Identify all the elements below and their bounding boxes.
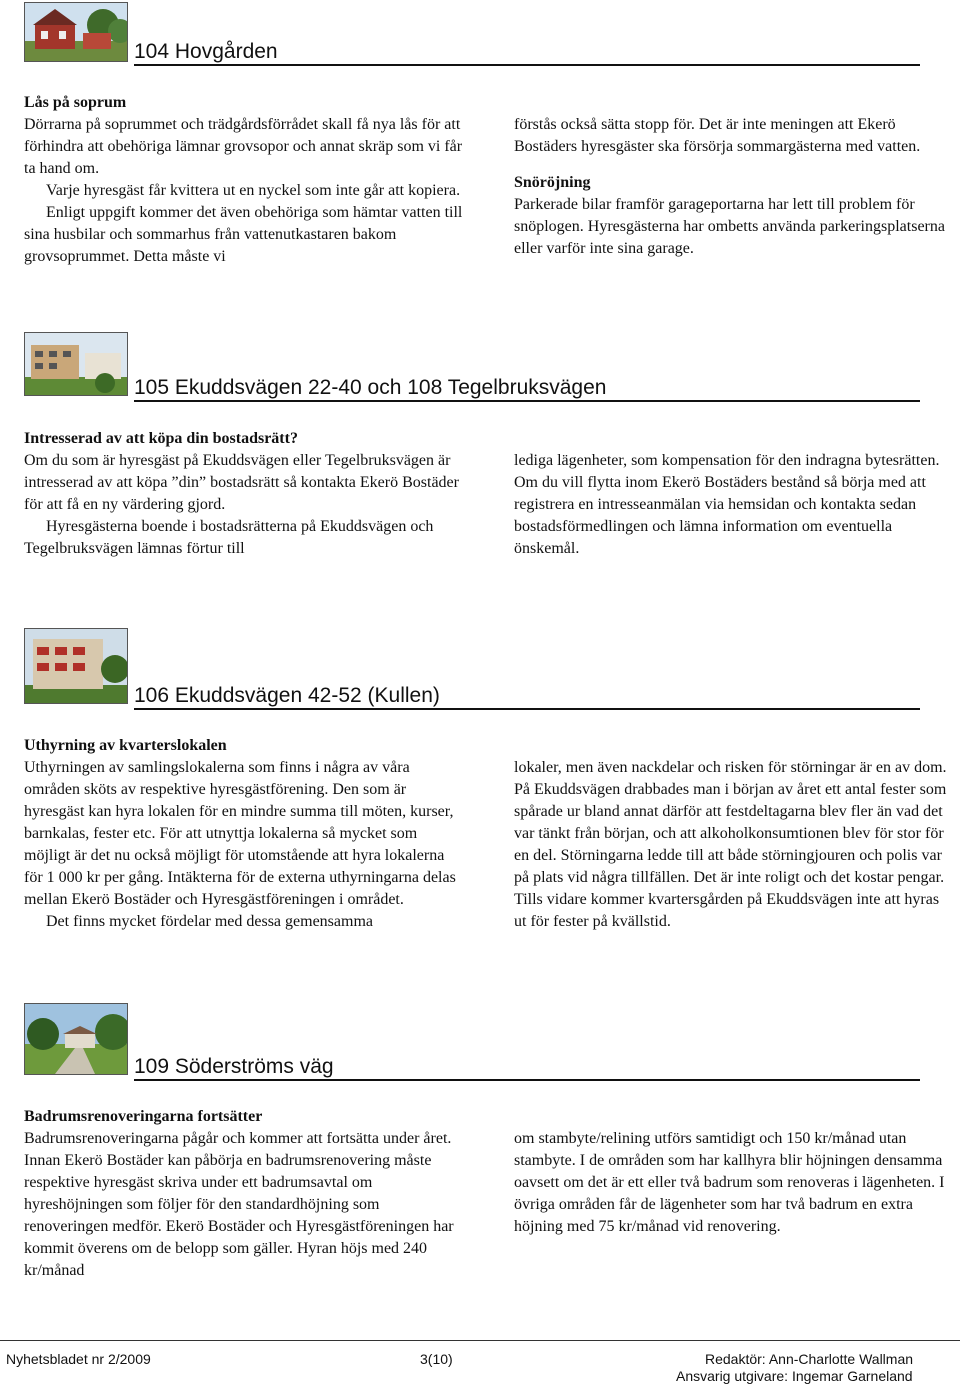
subheading: Uthyrning av kvarterslokalen [24, 737, 227, 754]
paragraph: Badrumsrenoveringarna pågår och kommer att fortsätta under året. Innan Ekerö Bostäder kan påbörja en badrumsrenovering måste respektive hyresgäst skriva under ett badrumsavtal om hyreshöjningen som följer för den standardhöjning som renoveringen medför. Ekerö Bostäder och Hyresgästföreningen har kommit överens om de belopp som gäller. Hyran höjs med 240 kr/månad [24, 1130, 454, 1279]
hovgarden-photo [24, 2, 128, 62]
kullen-photo [24, 628, 128, 704]
paragraph: förstås också sätta stopp för. Det är inte meningen att Ekerö Bostäders hyresgäster ska försörja sommargästerna med vatten. [514, 116, 921, 155]
paragraph: Om du som är hyresgäst på Ekuddsvägen eller Tegelbruksvägen är intresserad av att köpa ”din” bostadsrätt så kontakta Ekerö Bostäder för att få en ny värdering gjord. [24, 452, 459, 513]
right-column [514, 1128, 954, 1238]
paragraph: Dörrarna på soprummet och trädgårdsförrådet skall få nya lås för att förhindra att obehöriga lämnar grovsopor och annat skräp som vi får ta hand om. [24, 116, 463, 177]
page-number: 3(10) [420, 1351, 453, 1367]
paragraph: om stambyte/relining utförs samtidigt och 150 kr/månad utan stambyte. I de områden som har kallhyra blir höjningen densamma oavsett om det är ett eller två badrum som renoveras i lägenheten. I övriga områden får de lägenheter som har två badrum en extra höjning med 75 kr/månad vid renovering. [514, 1130, 945, 1235]
paragraph: lediga lägenheter, som kompensation för den indragna bytesrätten. Om du vill flytta inom Ekerö Bostäders bestånd så börja med att registrera en intresseanmälan via hemsidan och kontakta sedan bostadsförmedlingen och lämna information om eventuella önskemål. [514, 452, 940, 557]
editor-label: Redaktör: Ann-Charlotte Wallman [705, 1351, 914, 1367]
left-column [24, 1106, 464, 1282]
section-heading: 104 Hovgården [134, 40, 920, 66]
subheading: Lås på soprum [24, 94, 127, 111]
subheading: Badrumsrenoveringarna fortsätter [24, 1108, 263, 1125]
page-footer [0, 1340, 960, 1385]
left-column [24, 735, 464, 933]
subheading: Intresserad av att köpa din bostadsrätt? [24, 430, 298, 447]
paragraph: Uthyrningen av samlingslokalerna som finns i några av våra områden sköts av respektive hyresgästförening. Den som är hyresgäst kan hyra lokalen för en mindre summa till möten, kurser, barnkalas, fester etc. För att utnyttja lokalerna så mycket som möjligt är det nu också möjligt för utomstående att hyra lokalerna för 1 000 kr per gång. Intäkterna för de externa uthyrningarna delas mellan Ekerö Bostäder och Hyresgästföreningen i området. [24, 759, 456, 908]
paragraph: Enligt uppgift kommer det även obehöriga som hämtar vatten till sina husbilar och sommarhus från vattenutkastaren bakom grovsoprummet. Detta måste vi [24, 204, 463, 265]
paragraph: lokaler, men även nackdelar och risken för störningar är en av dom. På Ekuddsvägen drabbades man i början av året ett antal fester som spårade ur bland annat därför att festdeltagarna blev fler än vad det var tänkt från början, och att alkoholkonsumtionen blev för stor för en del. Störningarna ledde till att både störningjouren och polis var på plats vid några tillfällen. Det är inte roligt och det kostar pengar. Tills vidare kommer kvartersgården på Ekuddsvägen inte att hyras ut för fester på kvällstid. [514, 759, 947, 930]
newsletter-label: Nyhetsbladet nr 2/2009 [6, 1351, 151, 1367]
right-column [514, 757, 954, 933]
paragraph: Varje hyresgäst får kvittera ut en nyckel som inte går att kopiera. [46, 182, 461, 199]
soderstroms-vag-photo [24, 1003, 128, 1075]
paragraph: Hyresgästerna boende i bostadsrätterna på Ekuddsvägen och Tegelbruksvägen lämnas förtur till [24, 518, 434, 557]
section-heading: 109 Söderströms väg [134, 1055, 920, 1081]
ekuddsvagen-photo [24, 332, 128, 396]
footer-divider [0, 1340, 960, 1341]
subheading: Snöröjning [514, 174, 591, 191]
right-column [514, 114, 954, 260]
section-heading: 106 Ekuddsvägen 42-52 (Kullen) [134, 684, 920, 710]
section-heading: 105 Ekuddsvägen 22-40 och 108 Tegelbruksvägen [134, 376, 920, 402]
right-column [514, 450, 954, 560]
paragraph: Det finns mycket fördelar med dessa gemensamma [46, 913, 373, 930]
paragraph: Parkerade bilar framför garageportarna har lett till problem för snöplogen. Hyresgästerna har ombetts använda parkeringsplatserna eller varför inte sina garage. [514, 196, 945, 257]
left-column [24, 92, 464, 268]
publisher-label: Ansvarig utgivare: Ingemar Garneland [676, 1368, 913, 1384]
left-column [24, 428, 464, 560]
